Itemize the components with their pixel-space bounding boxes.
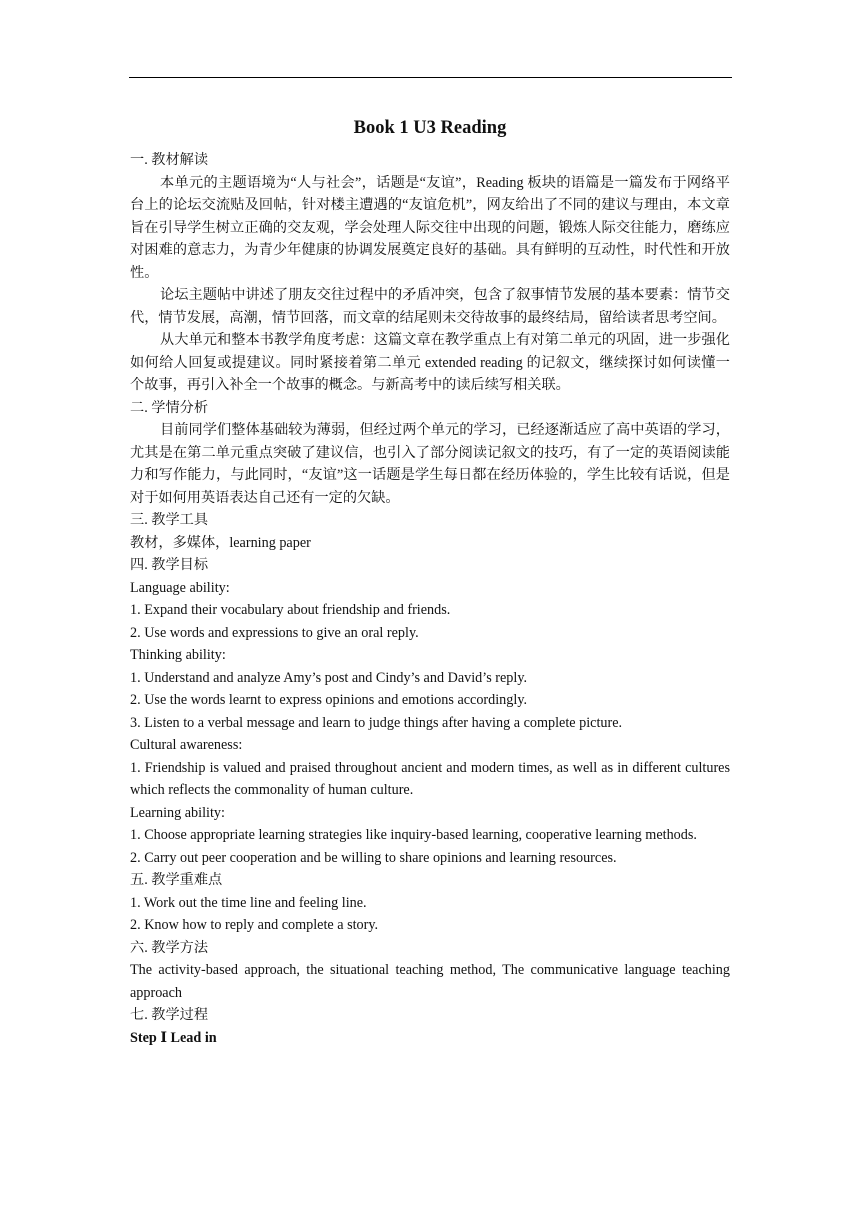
paragraph: The activity-based approach, the situational teaching method, The communicative language teaching approach — [130, 962, 730, 1001]
section-heading-teaching-process: 七. 教学过程 — [130, 1007, 209, 1023]
objective-item: 1. Understand and analyze Amy’s post and Cindy’s and David’s reply. — [130, 669, 528, 686]
header-rule — [129, 77, 732, 78]
section-heading-key-points: 五. 教学重难点 — [130, 872, 223, 888]
key-point-item: 1. Work out the time line and feeling line. — [130, 894, 367, 911]
document-body — [130, 116, 730, 1049]
objective-item: 2. Use words and expressions to give an oral reply. — [130, 624, 419, 641]
section-heading-teaching-tools: 三. 教学工具 — [130, 512, 209, 528]
objective-item: 1. Expand their vocabulary about friendship and friends. — [130, 602, 451, 618]
document-title: Book 1 U3 Reading — [353, 118, 507, 138]
step-heading: Step Ⅰ Lead in — [130, 1029, 217, 1046]
objective-label: Learning ability: — [130, 804, 225, 821]
objective-item: 1. Friendship is valued and praised throughout ancient and modern times, as well as in different cultures which reflects the commonality of human culture. — [130, 759, 730, 798]
section-heading-teaching-methods: 六. 教学方法 — [130, 939, 209, 956]
key-point-item: 2. Know how to reply and complete a story. — [130, 917, 379, 933]
section-heading-textbook-analysis: 一. 教材解读 — [130, 152, 209, 168]
paragraph: 论坛主题帖中讲述了朋友交往过程中的矛盾冲突，包含了叙事情节发展的基本要素：情节交代，情节发展，高潮，情节回落，而文章的结尾则未交待故事的最终结局，留给读者思考空间。 — [130, 287, 730, 326]
section-heading-teaching-objectives: 四. 教学目标 — [130, 557, 209, 573]
objective-item: 2. Carry out peer cooperation and be willing to share opinions and learning resources. — [130, 849, 617, 866]
objective-label: Thinking ability: — [130, 647, 226, 663]
objective-label: Language ability: — [130, 579, 230, 596]
paragraph: 教材，多媒体，learning paper — [130, 534, 311, 551]
section-heading-student-analysis: 二. 学情分析 — [130, 399, 209, 416]
paragraph: 从大单元和整本书教学角度考虑：这篇文章在教学重点上有对第二单元的巩固，进一步强化如何给人回复或提建议。同时紧接着第二单元 extended reading 的记叙文，继续探讨如何读懂一个故事，再引入补全一个故事的概念。与新高考中的读后续写相关联。 — [130, 332, 730, 393]
objective-item: 1. Choose appropriate learning strategies like inquiry-based learning, cooperative learning methods. — [130, 827, 697, 843]
paragraph: 目前同学们整体基础较为薄弱，但经过两个单元的学习，已经逐渐适应了高中英语的学习，尤其是在第二单元重点突破了建议信，也引入了部分阅读记叙文的技巧，有了一定的英语阅读能力和写作能力，与此同时，“友谊”这一话题是学生每日都在经历体验的，学生比较有话说，但是对于如何用英语表达自己还有一定的欠缺。 — [130, 422, 730, 506]
objective-item: 2. Use the words learnt to express opinions and emotions accordingly. — [130, 692, 528, 708]
paragraph: 本单元的主题语境为“人与社会”，话题是“友谊”，Reading 板块的语篇是一篇发布于网络平台上的论坛交流贴及回帖，针对楼主遭遇的“友谊危机”，网友给出了不同的建议与理由，本文章旨在引导学生树立正确的交友观，学会处理人际交往中出现的问题，锻炼人际交往能力，磨练应对困难的意志力，为青少年健康的协调发展奠定良好的基础。具有鲜明的互动性，时代性和开放性。 — [130, 174, 730, 281]
objective-item: 3. Listen to a verbal message and learn to judge things after having a complete picture. — [130, 714, 623, 731]
objective-label: Cultural awareness: — [130, 737, 243, 753]
